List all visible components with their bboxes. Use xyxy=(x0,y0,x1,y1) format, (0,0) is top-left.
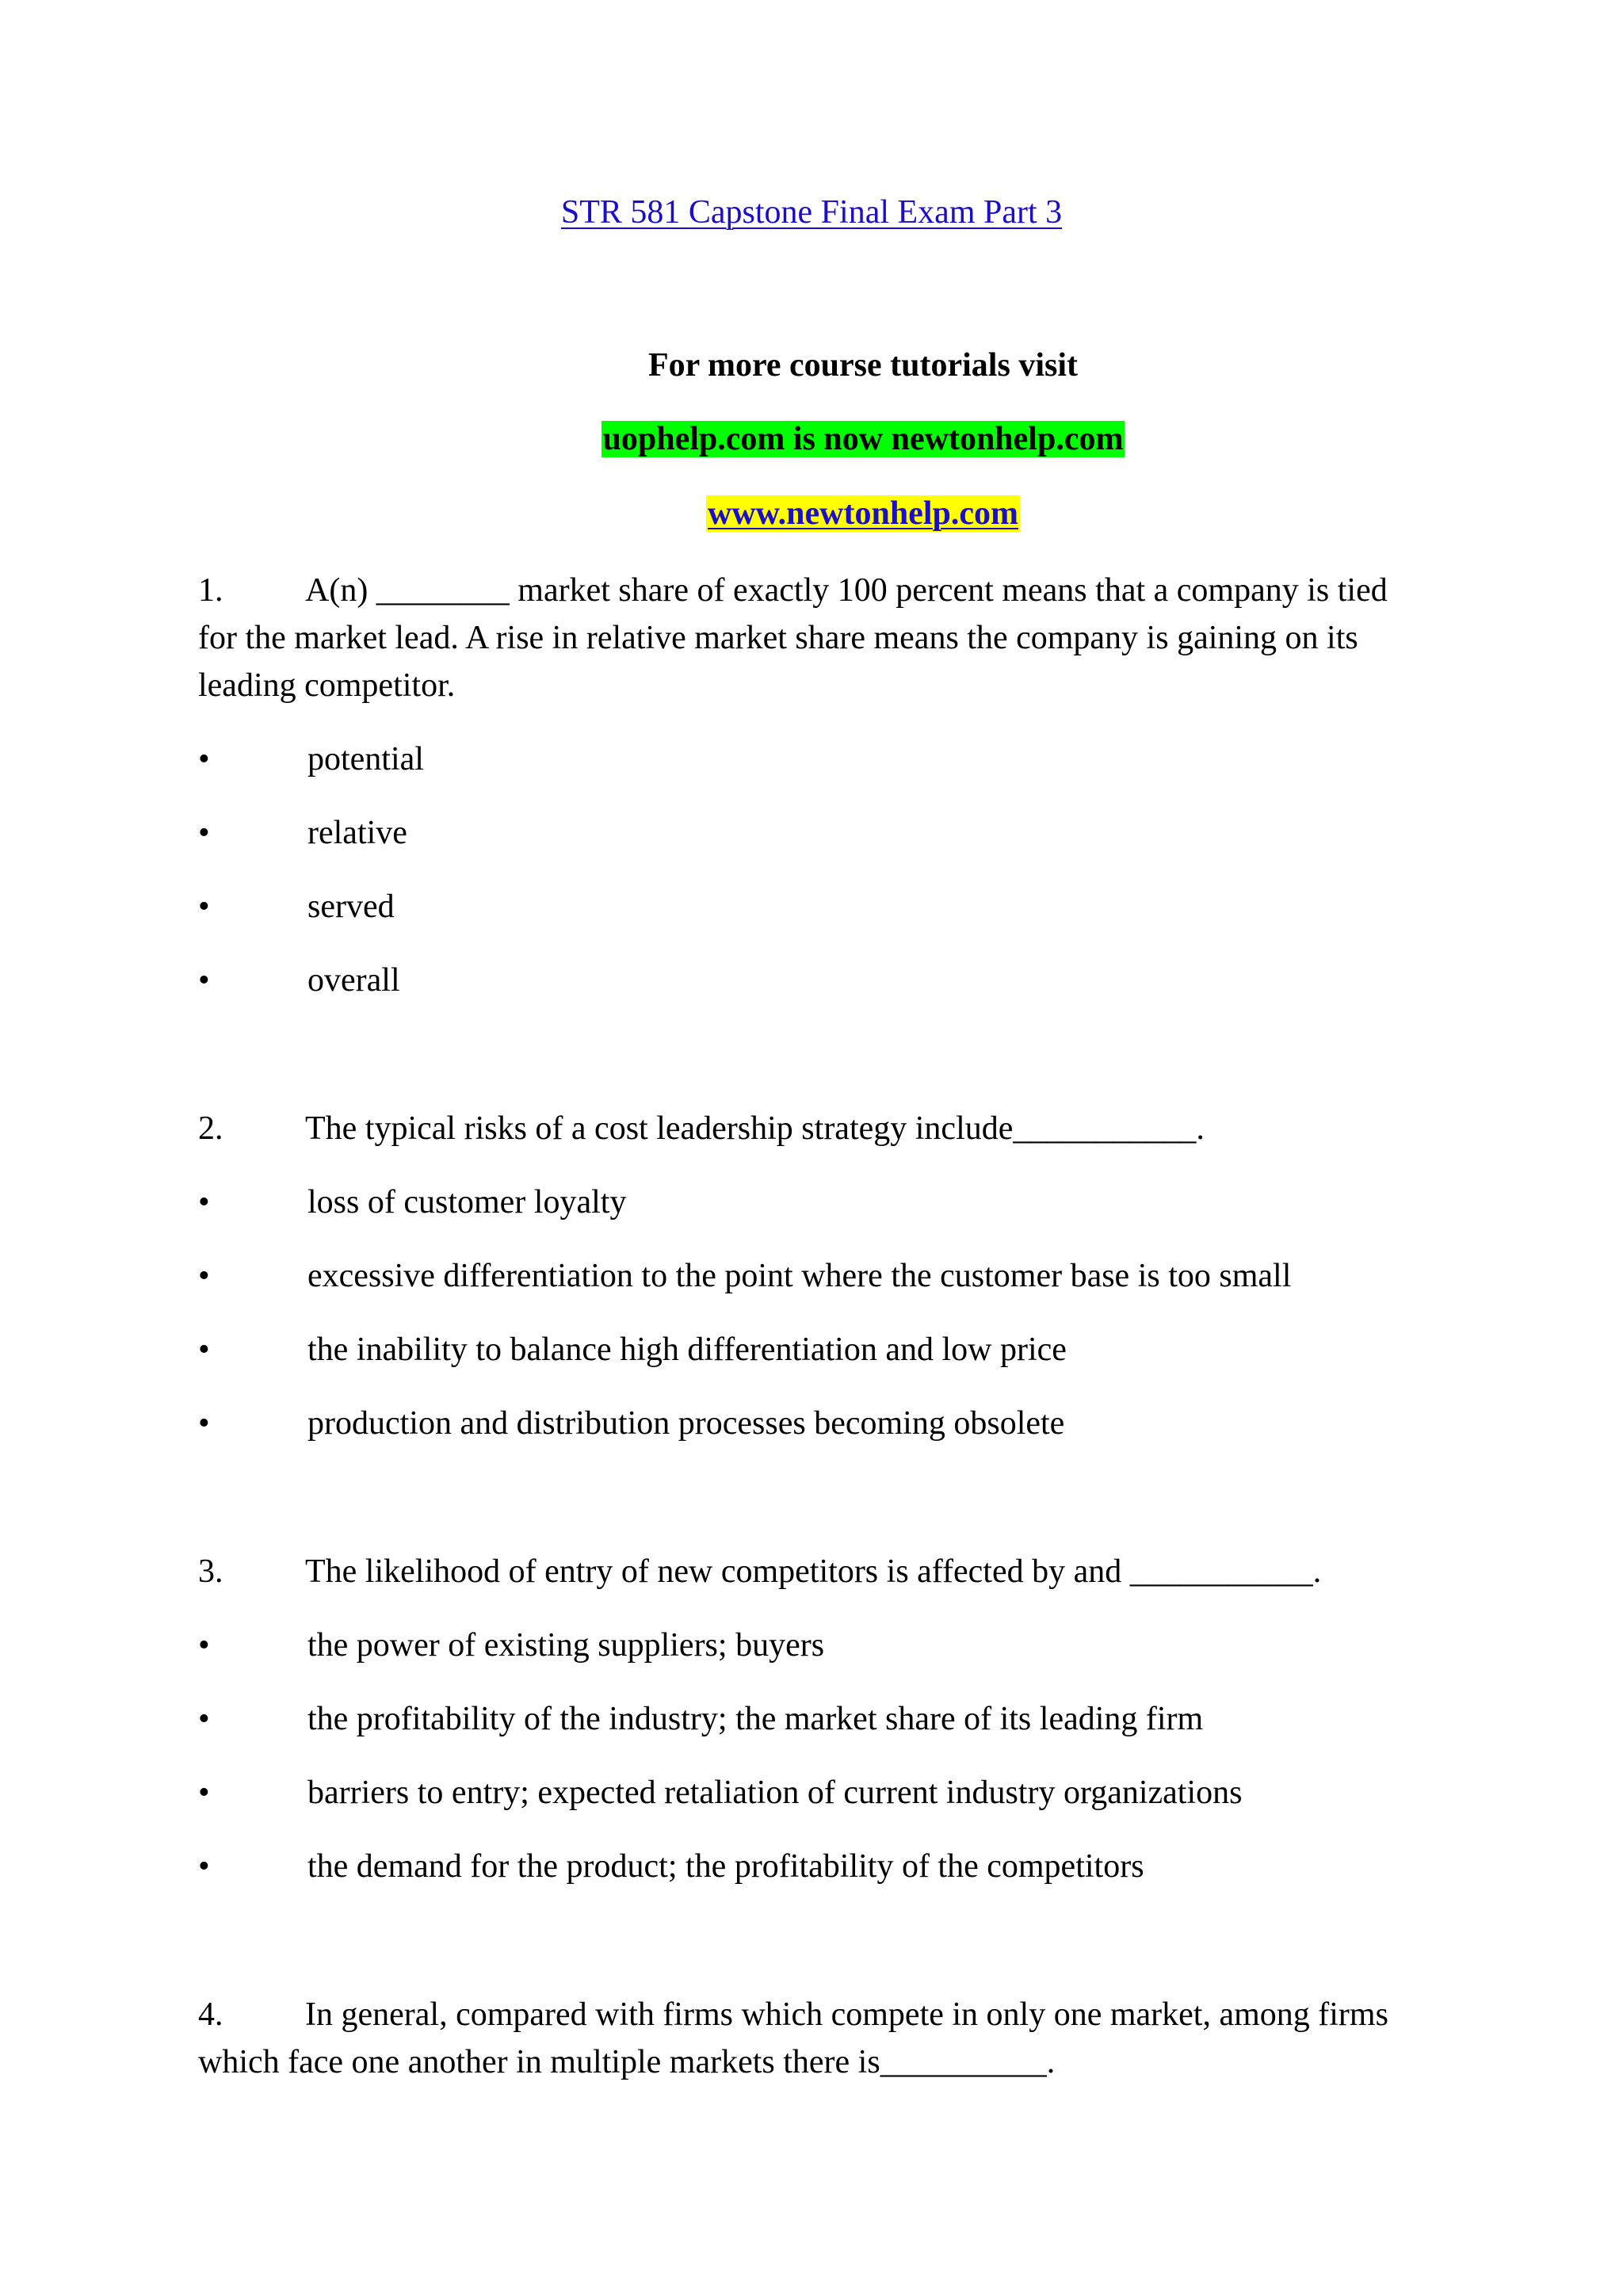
question-body: A(n) ________ market share of exactly 100 percent means that a company is tied for the market lead. A rise in relative market share means the company is gaining on its leading competitor. xyxy=(198,572,1388,704)
question-3 xyxy=(198,1548,1434,1890)
bullet-glyph: • xyxy=(198,741,210,777)
promo-line-url xyxy=(0,493,1623,534)
title-container xyxy=(0,193,1623,231)
bullet-glyph: • xyxy=(198,888,210,925)
question-number: 4. xyxy=(198,1996,223,2033)
promo-visit-text: For more course tutorials visit xyxy=(647,347,1078,384)
option-list xyxy=(198,1622,1434,1890)
option-label: the demand for the product; the profitability of the competitors xyxy=(307,1848,1144,1885)
option-item xyxy=(198,1769,1434,1817)
promo-line-visit xyxy=(0,345,1623,386)
questions-container xyxy=(198,567,1434,2086)
question-number: 3. xyxy=(198,1553,223,1590)
question-text xyxy=(198,1991,1434,2086)
option-label: relative xyxy=(307,815,407,851)
option-item xyxy=(198,735,1434,783)
promo-line-rename xyxy=(0,418,1623,460)
option-label: excessive differentiation to the point where the customer base is too small xyxy=(307,1258,1292,1294)
question-number: 2. xyxy=(198,1110,223,1147)
option-item xyxy=(198,1400,1434,1447)
option-label: the profitability of the industry; the market share of its leading firm xyxy=(307,1701,1204,1737)
question-1 xyxy=(198,567,1434,1004)
question-text xyxy=(198,1105,1434,1152)
bullet-glyph: • xyxy=(198,1775,210,1811)
option-label: barriers to entry; expected retaliation of current industry organizations xyxy=(307,1775,1243,1811)
option-item xyxy=(198,883,1434,930)
bullet-glyph: • xyxy=(198,1405,210,1442)
option-label: the power of existing suppliers; buyers xyxy=(307,1627,825,1664)
bullet-glyph: • xyxy=(198,1184,210,1221)
option-item xyxy=(198,1179,1434,1226)
option-item xyxy=(198,1252,1434,1300)
question-number: 1. xyxy=(198,572,223,609)
option-item xyxy=(198,1843,1434,1890)
option-item xyxy=(198,1622,1434,1669)
question-text xyxy=(198,567,1434,709)
question-2 xyxy=(198,1105,1434,1447)
promo-rename-highlight: uophelp.com is now newtonhelp.com xyxy=(602,421,1124,457)
option-list xyxy=(198,735,1434,1004)
option-label: potential xyxy=(307,741,424,777)
spacer xyxy=(198,1890,1434,1991)
option-item xyxy=(198,809,1434,857)
option-item xyxy=(198,957,1434,1004)
spacer xyxy=(198,1447,1434,1548)
promo-url-link[interactable]: www.newtonhelp.com xyxy=(707,495,1018,532)
bullet-glyph: • xyxy=(198,1701,210,1737)
question-4 xyxy=(198,1991,1434,2086)
question-text xyxy=(198,1548,1434,1595)
option-label: loss of customer loyalty xyxy=(307,1184,627,1221)
bullet-glyph: • xyxy=(198,1627,210,1664)
question-body: The likelihood of entry of new competitors is affected by and ___________. xyxy=(305,1553,1322,1590)
option-list xyxy=(198,1179,1434,1447)
spacer xyxy=(198,1004,1434,1105)
bullet-glyph: • xyxy=(198,1331,210,1368)
bullet-glyph: • xyxy=(198,1848,210,1885)
option-label: served xyxy=(307,888,395,925)
question-body: The typical risks of a cost leadership strategy include___________. xyxy=(305,1110,1205,1147)
option-item xyxy=(198,1695,1434,1743)
option-label: production and distribution processes becoming obsolete xyxy=(307,1405,1065,1442)
bullet-glyph: • xyxy=(198,962,210,999)
option-item xyxy=(198,1326,1434,1373)
question-body: In general, compared with firms which compete in only one market, among firms which face one another in multiple markets there is__________. xyxy=(198,1996,1388,2080)
option-label: the inability to balance high differentiation and low price xyxy=(307,1331,1067,1368)
bullet-glyph: • xyxy=(198,1258,210,1294)
title-link[interactable]: STR 581 Capstone Final Exam Part 3 xyxy=(560,194,1063,231)
bullet-glyph: • xyxy=(198,815,210,851)
option-label: overall xyxy=(307,962,400,999)
